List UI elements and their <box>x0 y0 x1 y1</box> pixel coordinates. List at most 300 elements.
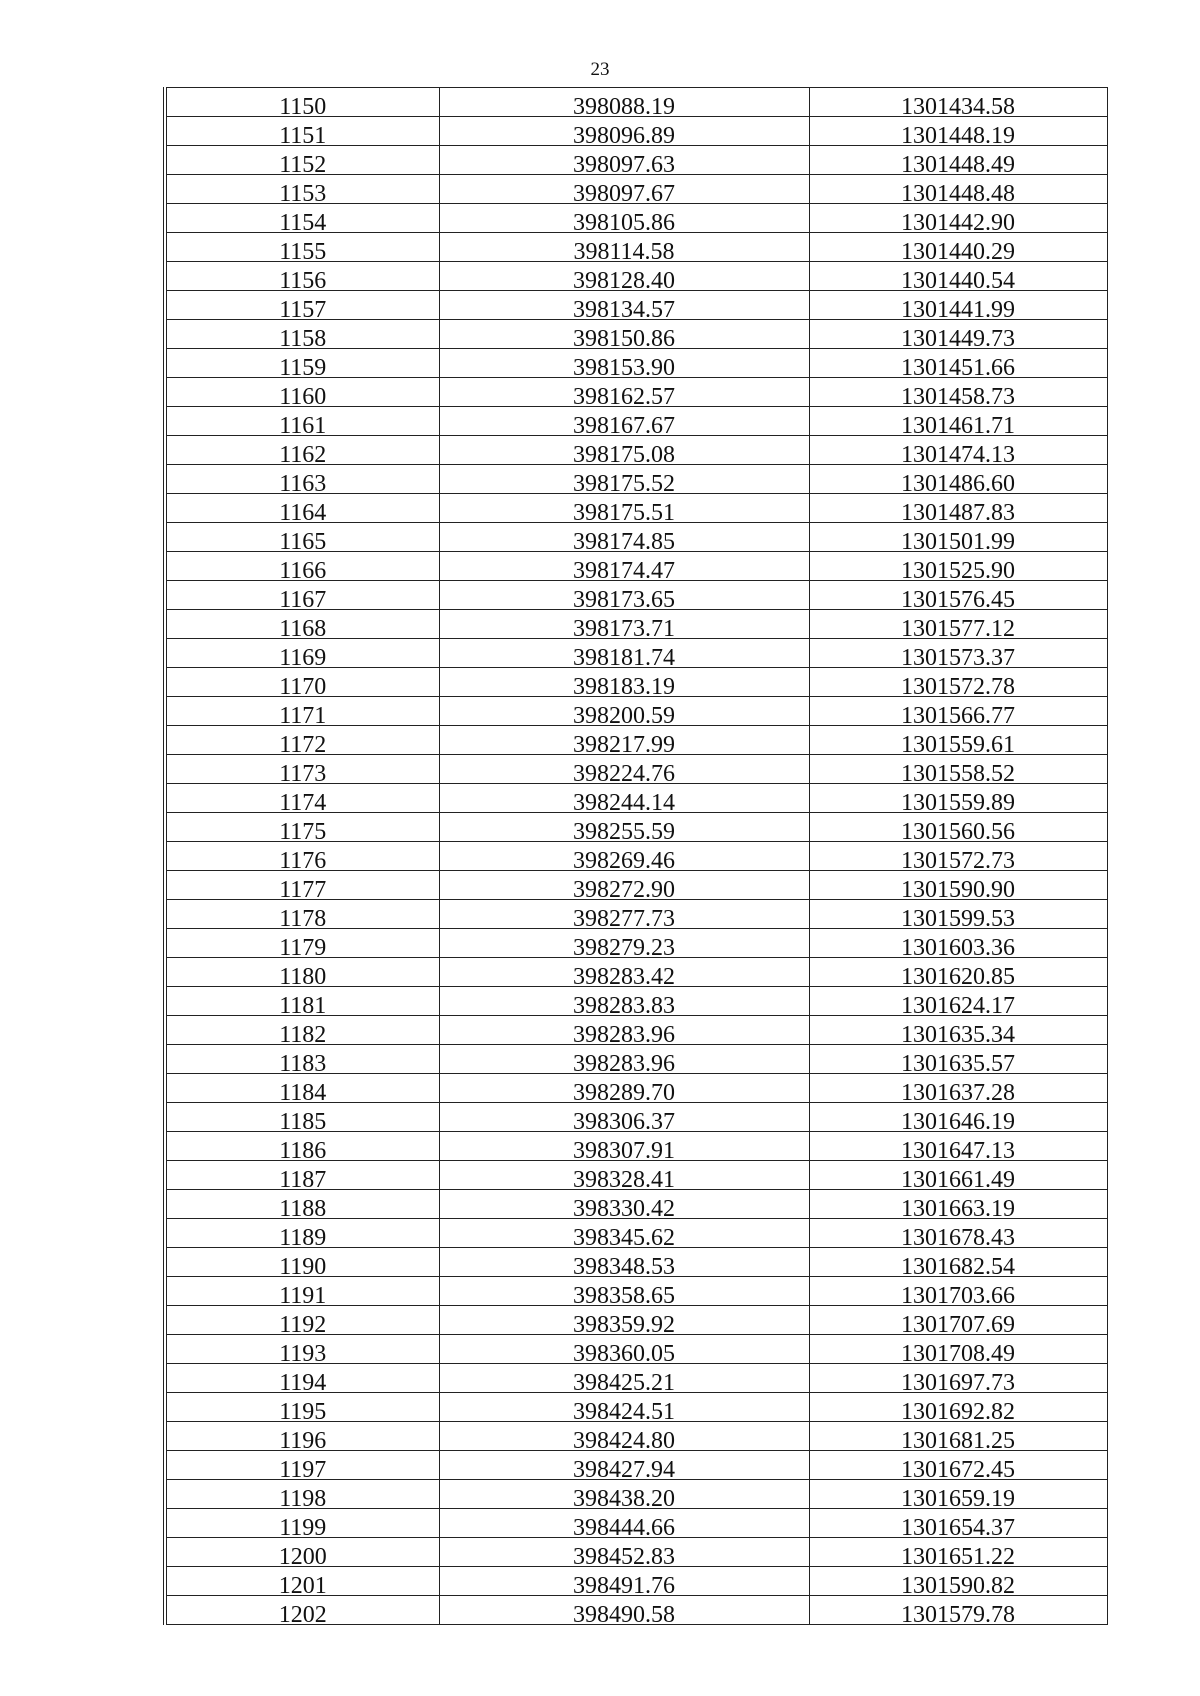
y-coordinate-cell <box>809 88 1107 117</box>
point-number-value: 1171 <box>279 703 327 726</box>
table-row <box>165 1306 1107 1335</box>
table-row <box>165 1596 1107 1625</box>
y-coordinate-cell <box>809 1393 1107 1422</box>
x-coordinate-cell <box>439 494 809 523</box>
y-coordinate-value: 1301434.58 <box>901 94 1015 117</box>
point-number-cell <box>165 291 439 320</box>
x-coordinate-value: 398173.71 <box>573 616 675 639</box>
y-coordinate-value: 1301577.12 <box>901 616 1015 639</box>
y-coordinate-cell <box>809 1132 1107 1161</box>
y-coordinate-value: 1301707.69 <box>901 1312 1015 1335</box>
x-coordinate-value: 398097.63 <box>573 152 675 175</box>
x-coordinate-cell <box>439 1190 809 1219</box>
point-number-cell <box>165 1248 439 1277</box>
y-coordinate-value: 1301697.73 <box>901 1370 1015 1393</box>
table-row <box>165 581 1107 610</box>
x-coordinate-value: 398175.52 <box>573 471 675 494</box>
table-row <box>165 465 1107 494</box>
x-coordinate-cell <box>439 1277 809 1306</box>
x-coordinate-value: 398348.53 <box>573 1254 675 1277</box>
point-number-value: 1159 <box>279 355 327 378</box>
table-row <box>165 813 1107 842</box>
y-coordinate-value: 1301635.57 <box>901 1051 1015 1074</box>
point-number-value: 1185 <box>279 1109 327 1132</box>
table-row <box>165 1074 1107 1103</box>
x-coordinate-cell <box>439 349 809 378</box>
table-row <box>165 407 1107 436</box>
table-row <box>165 900 1107 929</box>
y-coordinate-cell <box>809 1509 1107 1538</box>
point-number-value: 1190 <box>279 1254 327 1277</box>
point-number-cell <box>165 117 439 146</box>
point-number-value: 1170 <box>279 674 327 697</box>
table-row <box>165 726 1107 755</box>
y-coordinate-value: 1301599.53 <box>901 906 1015 929</box>
point-number-value: 1186 <box>279 1138 327 1161</box>
point-number-value: 1154 <box>279 210 327 233</box>
y-coordinate-cell <box>809 117 1107 146</box>
y-coordinate-value: 1301559.89 <box>901 790 1015 813</box>
y-coordinate-cell <box>809 871 1107 900</box>
y-coordinate-cell <box>809 1248 1107 1277</box>
x-coordinate-value: 398183.19 <box>573 674 675 697</box>
table-row <box>165 262 1107 291</box>
y-coordinate-cell <box>809 1335 1107 1364</box>
x-coordinate-value: 398427.94 <box>573 1457 675 1480</box>
x-coordinate-cell <box>439 552 809 581</box>
y-coordinate-value: 1301441.99 <box>901 297 1015 320</box>
point-number-value: 1192 <box>279 1312 327 1335</box>
y-coordinate-cell <box>809 1364 1107 1393</box>
point-number-cell <box>165 407 439 436</box>
point-number-value: 1151 <box>279 123 327 146</box>
table-row <box>165 1364 1107 1393</box>
y-coordinate-cell <box>809 146 1107 175</box>
x-coordinate-value: 398360.05 <box>573 1341 675 1364</box>
y-coordinate-cell <box>809 900 1107 929</box>
x-coordinate-cell <box>439 1335 809 1364</box>
point-number-cell <box>165 668 439 697</box>
point-number-cell <box>165 552 439 581</box>
point-number-value: 1178 <box>279 906 327 929</box>
y-coordinate-cell <box>809 1306 1107 1335</box>
x-coordinate-value: 398279.23 <box>573 935 675 958</box>
table-row <box>165 1132 1107 1161</box>
x-coordinate-value: 398181.74 <box>573 645 675 668</box>
x-coordinate-cell <box>439 784 809 813</box>
table-row <box>165 842 1107 871</box>
x-coordinate-cell <box>439 755 809 784</box>
y-coordinate-value: 1301663.19 <box>901 1196 1015 1219</box>
y-coordinate-cell <box>809 726 1107 755</box>
x-coordinate-cell <box>439 1538 809 1567</box>
point-number-value: 1196 <box>279 1428 327 1451</box>
x-coordinate-cell <box>439 204 809 233</box>
x-coordinate-cell <box>439 987 809 1016</box>
x-coordinate-cell <box>439 291 809 320</box>
x-coordinate-cell <box>439 1480 809 1509</box>
point-number-value: 1172 <box>279 732 327 755</box>
point-number-value: 1202 <box>278 1602 327 1625</box>
y-coordinate-cell <box>809 1190 1107 1219</box>
y-coordinate-cell <box>809 1074 1107 1103</box>
x-coordinate-value: 398452.83 <box>573 1544 675 1567</box>
table-row <box>165 204 1107 233</box>
point-number-value: 1156 <box>279 268 327 291</box>
table-row <box>165 146 1107 175</box>
x-coordinate-value: 398490.58 <box>573 1602 675 1625</box>
table-row <box>165 1103 1107 1132</box>
x-coordinate-cell <box>439 117 809 146</box>
point-number-cell <box>165 1567 439 1596</box>
x-coordinate-cell <box>439 958 809 987</box>
table-row <box>165 175 1107 204</box>
point-number-cell <box>165 175 439 204</box>
x-coordinate-cell <box>439 407 809 436</box>
table-row <box>165 1393 1107 1422</box>
y-coordinate-cell <box>809 407 1107 436</box>
x-coordinate-value: 398224.76 <box>573 761 675 784</box>
point-number-value: 1184 <box>279 1080 327 1103</box>
point-number-value: 1194 <box>279 1370 327 1393</box>
point-number-value: 1167 <box>279 587 327 610</box>
x-coordinate-value: 398306.37 <box>573 1109 675 1132</box>
point-number-value: 1201 <box>278 1573 327 1596</box>
x-coordinate-value: 398153.90 <box>573 355 675 378</box>
y-coordinate-value: 1301573.37 <box>901 645 1015 668</box>
x-coordinate-value: 398328.41 <box>573 1167 675 1190</box>
table-row <box>165 378 1107 407</box>
x-coordinate-value: 398424.80 <box>573 1428 675 1451</box>
point-number-cell <box>165 1364 439 1393</box>
y-coordinate-value: 1301703.66 <box>901 1283 1015 1306</box>
point-number-value: 1152 <box>279 152 327 175</box>
x-coordinate-cell <box>439 697 809 726</box>
y-coordinate-value: 1301651.22 <box>901 1544 1015 1567</box>
point-number-cell <box>165 813 439 842</box>
x-coordinate-value: 398217.99 <box>573 732 675 755</box>
x-coordinate-value: 398162.57 <box>573 384 675 407</box>
x-coordinate-cell <box>439 639 809 668</box>
x-coordinate-cell <box>439 378 809 407</box>
point-number-value: 1158 <box>279 326 327 349</box>
table-row <box>165 291 1107 320</box>
point-number-value: 1188 <box>279 1196 327 1219</box>
x-coordinate-cell <box>439 1364 809 1393</box>
y-coordinate-value: 1301525.90 <box>901 558 1015 581</box>
point-number-cell <box>165 755 439 784</box>
table-row <box>165 610 1107 639</box>
point-number-cell <box>165 958 439 987</box>
x-coordinate-value: 398174.85 <box>573 529 675 552</box>
y-coordinate-value: 1301590.90 <box>901 877 1015 900</box>
point-number-cell <box>165 1074 439 1103</box>
y-coordinate-value: 1301449.73 <box>901 326 1015 349</box>
table-row <box>165 88 1107 117</box>
table-row <box>165 233 1107 262</box>
y-coordinate-value: 1301486.60 <box>901 471 1015 494</box>
x-coordinate-value: 398105.86 <box>573 210 675 233</box>
y-coordinate-cell <box>809 668 1107 697</box>
y-coordinate-value: 1301501.99 <box>901 529 1015 552</box>
point-number-cell <box>165 320 439 349</box>
x-coordinate-cell <box>439 1103 809 1132</box>
y-coordinate-value: 1301458.73 <box>901 384 1015 407</box>
y-coordinate-value: 1301646.19 <box>901 1109 1015 1132</box>
x-coordinate-cell <box>439 1451 809 1480</box>
y-coordinate-value: 1301448.19 <box>901 123 1015 146</box>
y-coordinate-cell <box>809 1596 1107 1625</box>
point-number-cell <box>165 697 439 726</box>
point-number-value: 1169 <box>279 645 327 668</box>
x-coordinate-value: 398359.92 <box>573 1312 675 1335</box>
y-coordinate-cell <box>809 1219 1107 1248</box>
table-row <box>165 784 1107 813</box>
x-coordinate-cell <box>439 871 809 900</box>
x-coordinate-cell <box>439 1306 809 1335</box>
y-coordinate-value: 1301579.78 <box>901 1602 1015 1625</box>
coordinates-table-body <box>165 88 1107 1625</box>
y-coordinate-cell <box>809 494 1107 523</box>
point-number-value: 1193 <box>279 1341 327 1364</box>
x-coordinate-cell <box>439 320 809 349</box>
x-coordinate-cell <box>439 436 809 465</box>
y-coordinate-cell <box>809 755 1107 784</box>
point-number-value: 1150 <box>279 94 327 117</box>
y-coordinate-cell <box>809 784 1107 813</box>
point-number-cell <box>165 349 439 378</box>
point-number-value: 1191 <box>279 1283 327 1306</box>
point-number-cell <box>165 1538 439 1567</box>
x-coordinate-value: 398173.65 <box>573 587 675 610</box>
y-coordinate-cell <box>809 1045 1107 1074</box>
point-number-cell <box>165 1016 439 1045</box>
y-coordinate-cell <box>809 233 1107 262</box>
x-coordinate-value: 398174.47 <box>573 558 675 581</box>
point-number-value: 1161 <box>279 413 327 436</box>
x-coordinate-cell <box>439 813 809 842</box>
point-number-cell <box>165 1132 439 1161</box>
y-coordinate-value: 1301560.56 <box>901 819 1015 842</box>
point-number-value: 1179 <box>279 935 327 958</box>
y-coordinate-cell <box>809 1538 1107 1567</box>
table-row <box>165 958 1107 987</box>
y-coordinate-value: 1301681.25 <box>901 1428 1015 1451</box>
point-number-cell <box>165 929 439 958</box>
point-number-value: 1165 <box>279 529 327 552</box>
table-row <box>165 697 1107 726</box>
y-coordinate-value: 1301559.61 <box>901 732 1015 755</box>
y-coordinate-cell <box>809 697 1107 726</box>
point-number-cell <box>165 784 439 813</box>
x-coordinate-value: 398307.91 <box>573 1138 675 1161</box>
y-coordinate-value: 1301487.83 <box>901 500 1015 523</box>
x-coordinate-value: 398283.96 <box>573 1022 675 1045</box>
table-row <box>165 1567 1107 1596</box>
table-row <box>165 349 1107 378</box>
point-number-cell <box>165 581 439 610</box>
y-coordinate-value: 1301672.45 <box>901 1457 1015 1480</box>
point-number-value: 1153 <box>279 181 327 204</box>
point-number-value: 1176 <box>279 848 327 871</box>
y-coordinate-cell <box>809 1016 1107 1045</box>
table-row <box>165 987 1107 1016</box>
y-coordinate-cell <box>809 320 1107 349</box>
table-row <box>165 1538 1107 1567</box>
table-row <box>165 1422 1107 1451</box>
point-number-value: 1177 <box>279 877 327 900</box>
x-coordinate-value: 398289.70 <box>573 1080 675 1103</box>
y-coordinate-cell <box>809 1103 1107 1132</box>
point-number-value: 1189 <box>279 1225 327 1248</box>
x-coordinate-cell <box>439 262 809 291</box>
point-number-cell <box>165 88 439 117</box>
y-coordinate-value: 1301708.49 <box>901 1341 1015 1364</box>
point-number-cell <box>165 1103 439 1132</box>
y-coordinate-cell <box>809 1480 1107 1509</box>
point-number-cell <box>165 1509 439 1538</box>
point-number-cell <box>165 1161 439 1190</box>
point-number-cell <box>165 1393 439 1422</box>
y-coordinate-cell <box>809 1277 1107 1306</box>
point-number-cell <box>165 146 439 175</box>
y-coordinate-cell <box>809 1451 1107 1480</box>
point-number-cell <box>165 494 439 523</box>
x-coordinate-cell <box>439 726 809 755</box>
point-number-value: 1162 <box>279 442 327 465</box>
table-row <box>165 639 1107 668</box>
x-coordinate-cell <box>439 1132 809 1161</box>
point-number-value: 1164 <box>279 500 327 523</box>
y-coordinate-value: 1301461.71 <box>901 413 1015 436</box>
table-row <box>165 1161 1107 1190</box>
x-coordinate-value: 398088.19 <box>573 94 675 117</box>
y-coordinate-cell <box>809 958 1107 987</box>
point-number-cell <box>165 1422 439 1451</box>
point-number-value: 1199 <box>279 1515 327 1538</box>
y-coordinate-value: 1301654.37 <box>901 1515 1015 1538</box>
x-coordinate-cell <box>439 175 809 204</box>
y-coordinate-value: 1301620.85 <box>901 964 1015 987</box>
point-number-value: 1160 <box>279 384 327 407</box>
y-coordinate-value: 1301637.28 <box>901 1080 1015 1103</box>
point-number-value: 1195 <box>279 1399 327 1422</box>
y-coordinate-cell <box>809 639 1107 668</box>
y-coordinate-cell <box>809 349 1107 378</box>
point-number-cell <box>165 262 439 291</box>
y-coordinate-cell <box>809 1567 1107 1596</box>
y-coordinate-value: 1301647.13 <box>901 1138 1015 1161</box>
table-row <box>165 552 1107 581</box>
x-coordinate-cell <box>439 1045 809 1074</box>
x-coordinate-value: 398283.96 <box>573 1051 675 1074</box>
point-number-value: 1163 <box>279 471 327 494</box>
y-coordinate-value: 1301448.48 <box>901 181 1015 204</box>
y-coordinate-value: 1301566.77 <box>901 703 1015 726</box>
x-coordinate-value: 398269.46 <box>573 848 675 871</box>
x-coordinate-value: 398425.21 <box>573 1370 675 1393</box>
point-number-value: 1155 <box>279 239 327 262</box>
y-coordinate-value: 1301624.17 <box>901 993 1015 1016</box>
point-number-cell <box>165 726 439 755</box>
y-coordinate-cell <box>809 929 1107 958</box>
point-number-cell <box>165 204 439 233</box>
x-coordinate-value: 398272.90 <box>573 877 675 900</box>
y-coordinate-value: 1301440.54 <box>901 268 1015 291</box>
table-row <box>165 929 1107 958</box>
x-coordinate-value: 398358.65 <box>573 1283 675 1306</box>
y-coordinate-cell <box>809 610 1107 639</box>
x-coordinate-value: 398150.86 <box>573 326 675 349</box>
y-coordinate-cell <box>809 842 1107 871</box>
x-coordinate-cell <box>439 233 809 262</box>
point-number-value: 1187 <box>279 1167 327 1190</box>
y-coordinate-value: 1301442.90 <box>901 210 1015 233</box>
point-number-value: 1157 <box>279 297 327 320</box>
point-number-value: 1181 <box>279 993 327 1016</box>
x-coordinate-cell <box>439 900 809 929</box>
point-number-cell <box>165 871 439 900</box>
y-coordinate-cell <box>809 291 1107 320</box>
x-coordinate-value: 398134.57 <box>573 297 675 320</box>
y-coordinate-value: 1301451.66 <box>901 355 1015 378</box>
table-row <box>165 1509 1107 1538</box>
y-coordinate-cell <box>809 436 1107 465</box>
x-coordinate-cell <box>439 1219 809 1248</box>
x-coordinate-value: 398114.58 <box>573 239 675 262</box>
y-coordinate-value: 1301678.43 <box>901 1225 1015 1248</box>
x-coordinate-value: 398491.76 <box>573 1573 675 1596</box>
y-coordinate-value: 1301635.34 <box>901 1022 1015 1045</box>
point-number-cell <box>165 523 439 552</box>
x-coordinate-value: 398096.89 <box>573 123 675 146</box>
y-coordinate-cell <box>809 813 1107 842</box>
y-coordinate-value: 1301661.49 <box>901 1167 1015 1190</box>
x-coordinate-cell <box>439 1074 809 1103</box>
table-row <box>165 1277 1107 1306</box>
x-coordinate-value: 398424.51 <box>573 1399 675 1422</box>
y-coordinate-value: 1301474.13 <box>901 442 1015 465</box>
y-coordinate-cell <box>809 175 1107 204</box>
point-number-cell <box>165 842 439 871</box>
point-number-cell <box>165 1480 439 1509</box>
table-row <box>165 1451 1107 1480</box>
coordinates-table <box>163 87 1108 1625</box>
x-coordinate-value: 398283.42 <box>573 964 675 987</box>
x-coordinate-value: 398438.20 <box>573 1486 675 1509</box>
point-number-cell <box>165 1596 439 1625</box>
y-coordinate-cell <box>809 465 1107 494</box>
y-coordinate-value: 1301590.82 <box>901 1573 1015 1596</box>
table-row <box>165 1190 1107 1219</box>
x-coordinate-value: 398345.62 <box>573 1225 675 1248</box>
x-coordinate-value: 398175.08 <box>573 442 675 465</box>
point-number-value: 1200 <box>278 1544 327 1567</box>
y-coordinate-value: 1301603.36 <box>901 935 1015 958</box>
x-coordinate-value: 398283.83 <box>573 993 675 1016</box>
point-number-value: 1182 <box>279 1022 327 1045</box>
point-number-cell <box>165 465 439 494</box>
point-number-cell <box>165 987 439 1016</box>
y-coordinate-value: 1301558.52 <box>901 761 1015 784</box>
y-coordinate-value: 1301572.73 <box>901 848 1015 871</box>
point-number-value: 1180 <box>279 964 327 987</box>
x-coordinate-cell <box>439 1016 809 1045</box>
point-number-value: 1183 <box>279 1051 327 1074</box>
table-row <box>165 1335 1107 1364</box>
point-number-value: 1175 <box>279 819 327 842</box>
x-coordinate-value: 398175.51 <box>573 500 675 523</box>
